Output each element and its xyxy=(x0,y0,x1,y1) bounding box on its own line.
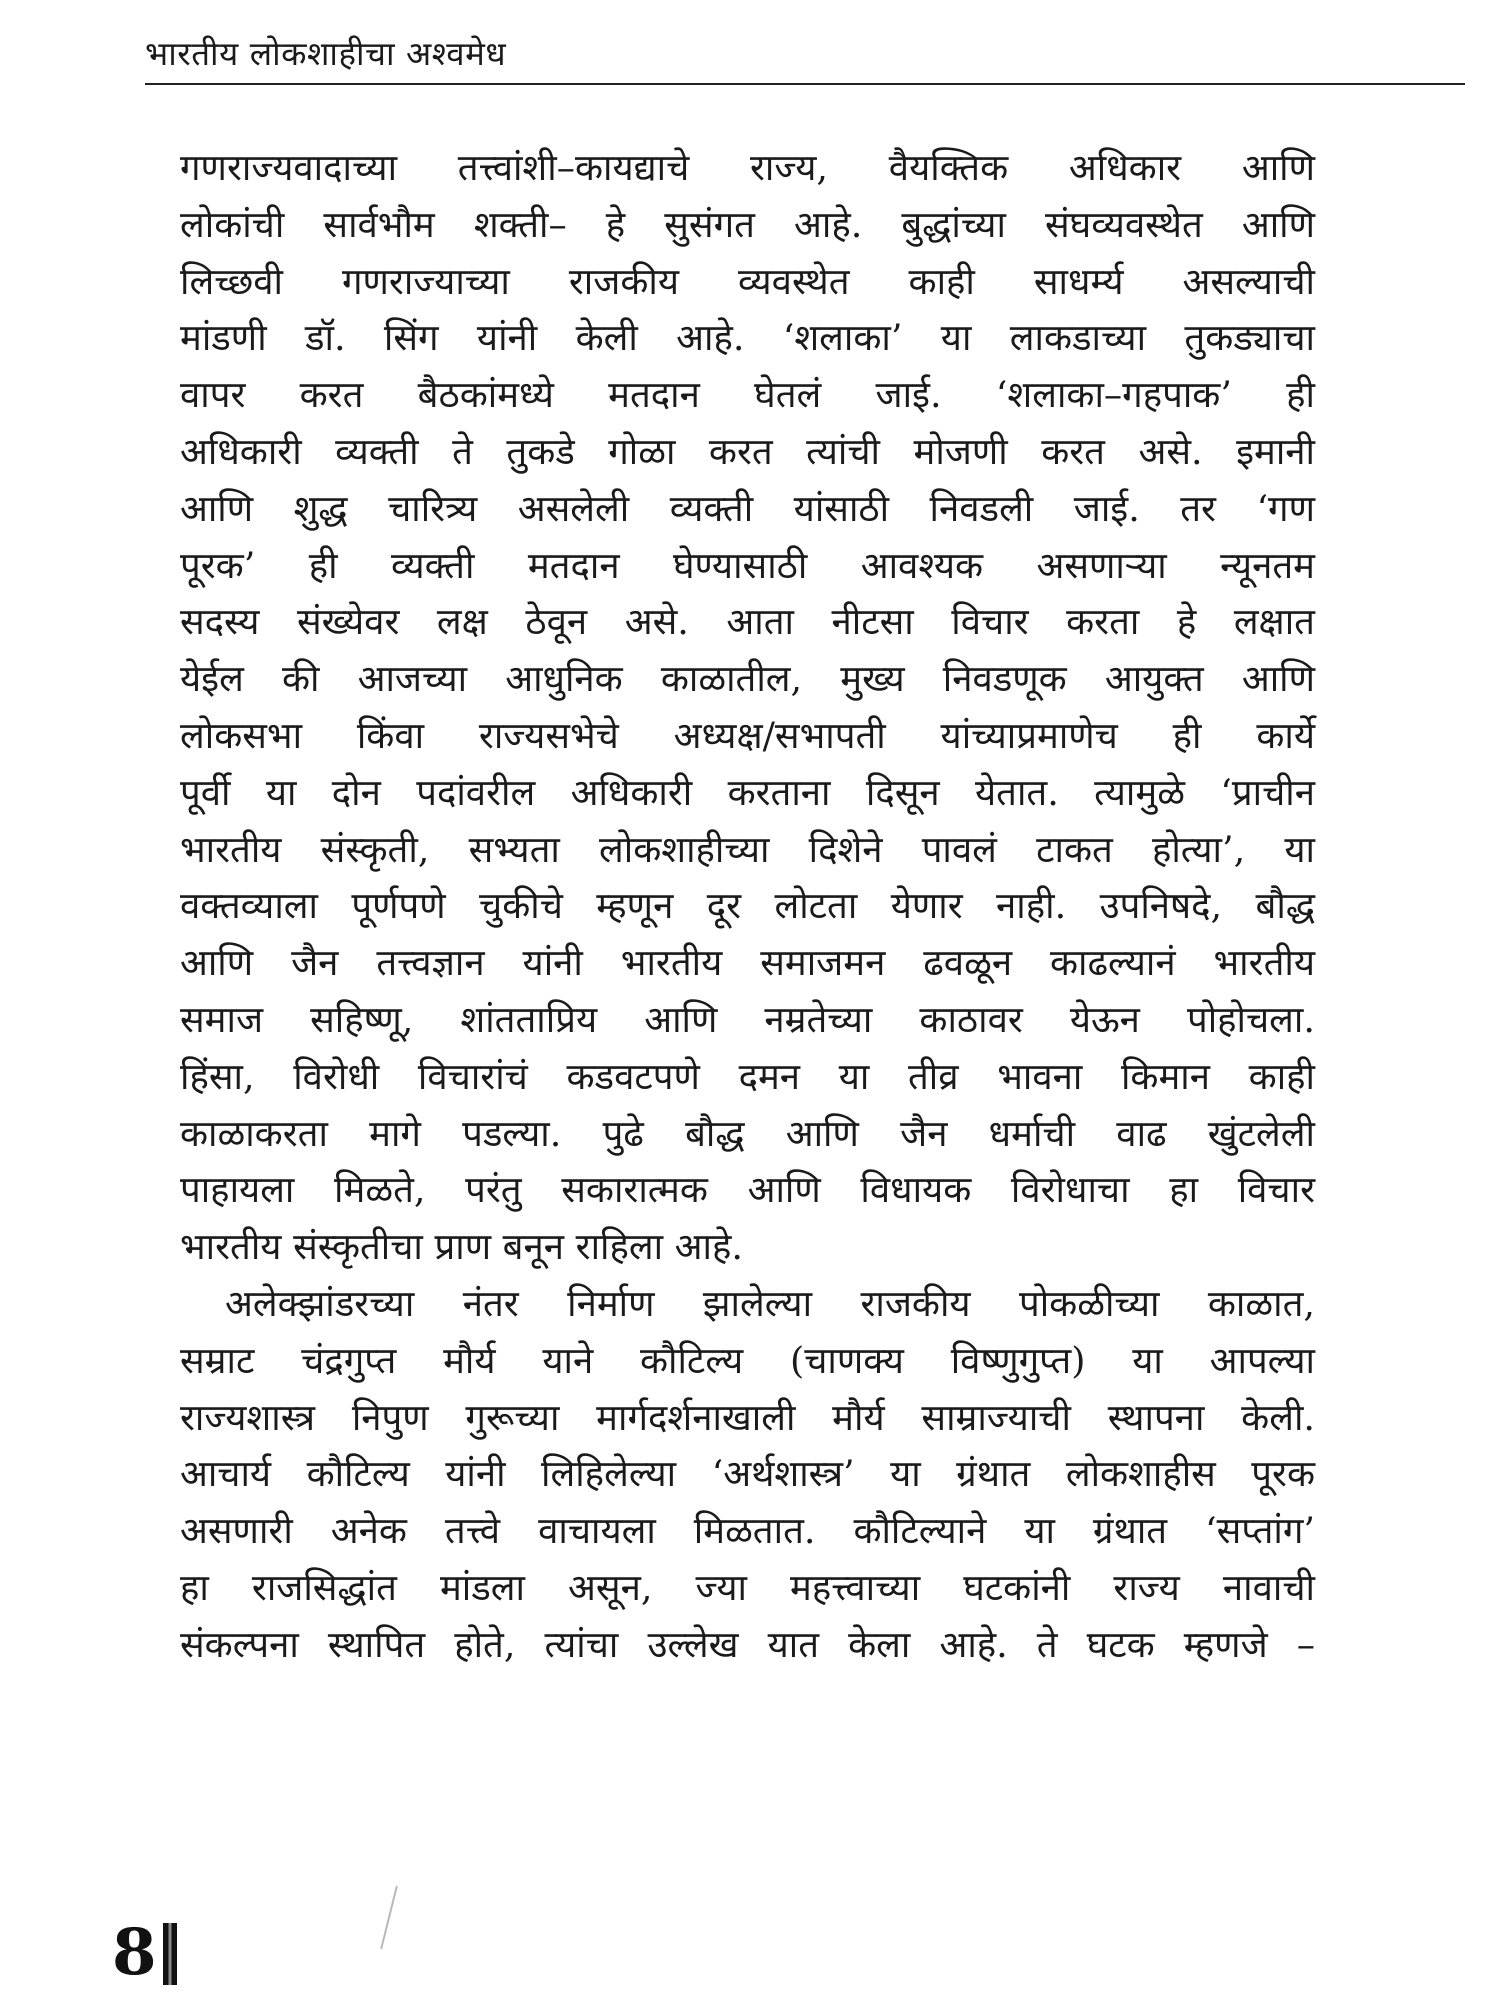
page-number: 8 xyxy=(112,1915,157,1990)
text-line: येईल की आजच्या आधुनिक काळातील, मुख्य निवडणूक आयुक्त आणि xyxy=(180,657,1315,701)
stray-pen-mark xyxy=(380,1886,398,1950)
text-line: लिच्छवी गणराज्याच्या राजकीय व्यवस्थेत काही साधर्म्य असल्याची xyxy=(180,259,1315,303)
book-title: भारतीय लोकशाहीचा अश्वमेध xyxy=(145,34,507,73)
text-line: संकल्पना स्थापित होते, त्यांचा उल्लेख यात केला आहे. ते घटक म्हणजे – xyxy=(180,1622,1315,1666)
header-rule xyxy=(145,83,1465,85)
text-line: पूर्वी या दोन पदांवरील अधिकारी करताना दिसून येतात. त्यामुळे ‘प्राचीन xyxy=(180,770,1315,814)
text-line: राज्यशास्त्र निपुण गुरूच्या मार्गदर्शनाखाली मौर्य साम्राज्याची स्थापना केली. xyxy=(180,1395,1315,1439)
text-line: अधिकारी व्यक्ती ते तुकडे गोळा करत त्यांची मोजणी करत असे. इमानी xyxy=(180,429,1315,473)
paragraph-2 xyxy=(180,1276,1315,1674)
text-line: सम्राट चंद्रगुप्त मौर्य याने कौटिल्य (चाणक्य विष्णुगुप्त) या आपल्या xyxy=(180,1338,1315,1382)
text-line: लोकांची सार्वभौम शक्ती– हे सुसंगत आहे. बुद्धांच्या संघव्यवस्थेत आणि xyxy=(180,202,1315,246)
text-line: आणि शुद्ध चारित्र्य असलेली व्यक्ती यांसाठी निवडली जाई. तर ‘गण xyxy=(180,486,1315,530)
text-line: वापर करत बैठकांमध्ये मतदान घेतलं जाई. ‘शलाका–गहपाक’ ही xyxy=(180,373,1315,417)
text-line: समाज सहिष्णू, शांतताप्रिय आणि नम्रतेच्या काठावर येऊन पोहोचला. xyxy=(180,997,1315,1041)
text-line: पाहायला मिळते, परंतु सकारात्मक आणि विधायक विरोधाचा हा विचार xyxy=(180,1168,1315,1212)
running-header xyxy=(145,30,1495,85)
text-line: गणराज्यवादाच्या तत्त्वांशी–कायद्याचे राज्य, वैयक्तिक अधिकार आणि xyxy=(180,146,1315,189)
text-line: आणि जैन तत्त्वज्ञान यांनी भारतीय समाजमन ढवळून काढल्यानं भारतीय xyxy=(180,941,1315,985)
text-line: अलेक्झांडरच्या नंतर निर्माण झालेल्या राजकीय पोकळीच्या काळात, xyxy=(225,1281,1315,1325)
paragraph-1 xyxy=(180,140,1315,1276)
text-line: वक्तव्याला पूर्णपणे चुकीचे म्हणून दूर लोटता येणार नाही. उपनिषदे, बौद्ध xyxy=(180,884,1315,928)
text-line: हा राजसिद्धांत मांडला असून, ज्या महत्त्वाच्या घटकांनी राज्य नावाची xyxy=(180,1565,1315,1609)
text-line: पूरक’ ही व्यक्ती मतदान घेण्यासाठी आवश्यक असणाऱ्या न्यूनतम xyxy=(180,543,1315,587)
text-line: असणारी अनेक तत्त्वे वाचायला मिळतात. कौटिल्याने या ग्रंथात ‘सप्तांग’ xyxy=(180,1509,1315,1553)
text-line: सदस्य संख्येवर लक्ष ठेवून असे. आता नीटसा विचार करता हे लक्षात xyxy=(180,600,1315,644)
page-number-bar xyxy=(163,1923,177,1985)
text-line: भारतीय संस्कृतीचा प्राण बनून राहिला आहे. xyxy=(180,1225,743,1269)
text-line: काळाकरता मागे पडल्या. पुढे बौद्ध आणि जैन धर्माची वाढ खुंटलेली xyxy=(180,1111,1315,1155)
text-line: आचार्य कौटिल्य यांनी लिहिलेल्या ‘अर्थशास्त्र’ या ग्रंथात लोकशाहीस पूरक xyxy=(180,1452,1315,1496)
body-text xyxy=(180,140,1315,1674)
text-line: हिंसा, विरोधी विचारांचं कडवटपणे दमन या तीव्र भावना किमान काही xyxy=(180,1054,1315,1098)
text-line: भारतीय संस्कृती, सभ्यता लोकशाहीच्या दिशेने पावलं टाकत होत्या’, या xyxy=(180,827,1315,871)
text-line: लोकसभा किंवा राज्यसभेचे अध्यक्ष/सभापती यांच्याप्रमाणेच ही कार्ये xyxy=(180,713,1315,757)
text-line: मांडणी डॉ. सिंग यांनी केली आहे. ‘शलाका’ या लाकडाच्या तुकड्याचा xyxy=(180,316,1315,360)
page-footer xyxy=(112,1915,177,1990)
